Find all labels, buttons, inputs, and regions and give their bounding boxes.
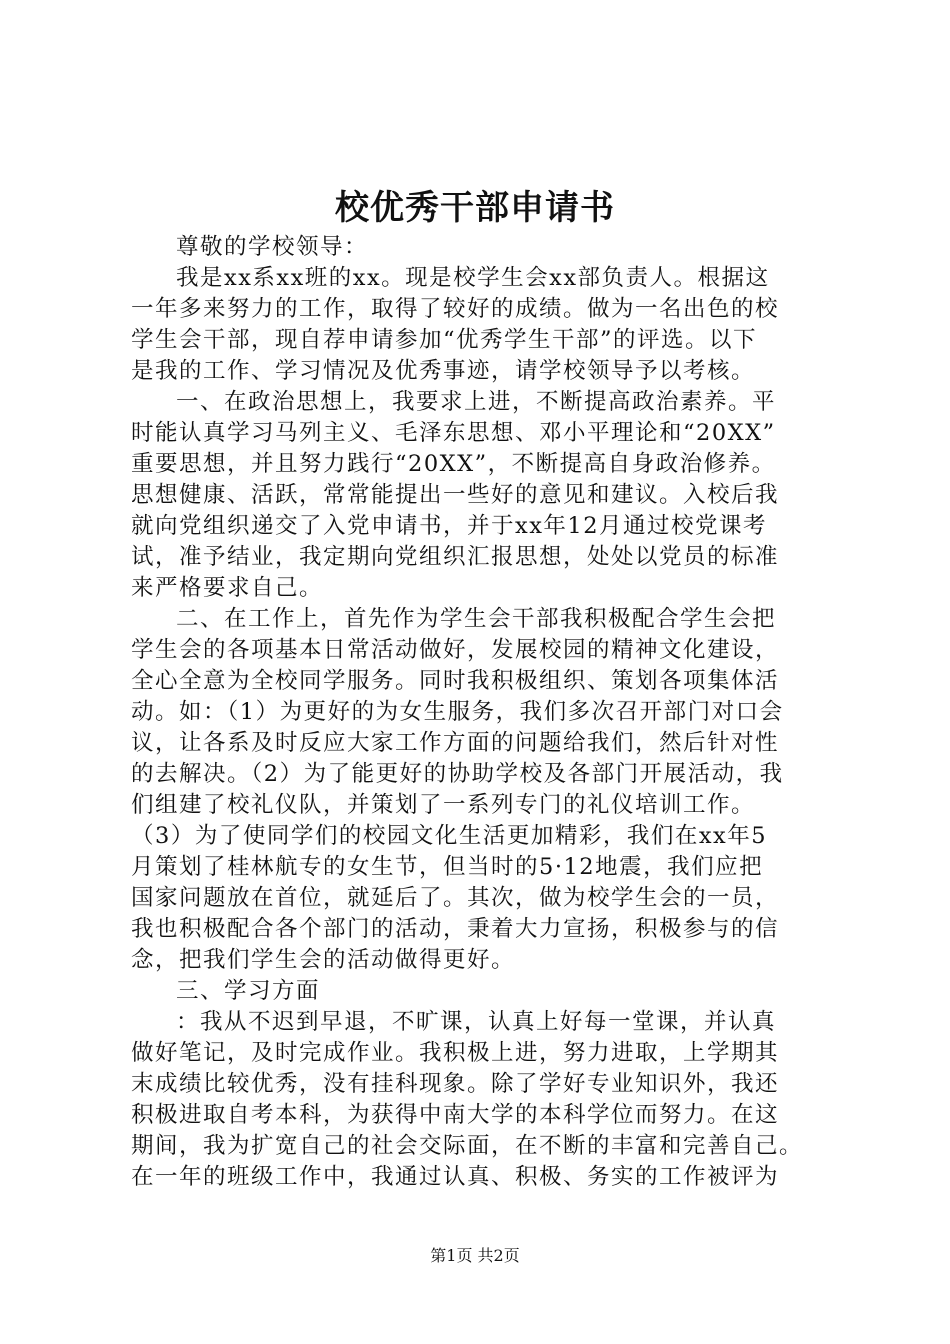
document-title: 校优秀干部申请书 [335, 188, 615, 228]
salutation-line: 尊敬的学校领导： [176, 234, 369, 260]
paragraph-line: 们组建了校礼仪队，并策划了一系列专门的礼仪培训工作。 [131, 792, 756, 818]
document-body [131, 232, 831, 1193]
paragraph-line: 来严格要求自己。 [131, 575, 324, 601]
paragraph-line: 是我的工作、学习情况及优秀事迹，请学校领导予以考核。 [131, 358, 756, 384]
section-heading-line: 三、学习方面 [176, 978, 321, 1004]
paragraph-line: 重要思想，并且努力践行“20XX”，不断提高自身政治修养。 [131, 451, 776, 477]
paragraph-line: 末成绩比较优秀，没有挂科现象。除了学好专业知识外，我还 [131, 1071, 780, 1097]
paragraph-line: 试，准予结业，我定期向党组织汇报思想，处处以党员的标准 [131, 544, 780, 570]
paragraph-line: 我也积极配合各个部门的活动，秉着大力宣扬，积极参与的信 [131, 916, 780, 942]
page-footer: 第1页 共2页 [430, 1246, 520, 1265]
paragraph-line: （3）为了使同学们的校园文化生活更加精彩，我们在xx年5 [131, 823, 768, 849]
paragraph-line: 一年多来努力的工作，取得了较好的成绩。做为一名出色的校 [131, 296, 780, 322]
paragraph-line: 议，让各系及时反应大家工作方面的问题给我们，然后针对性 [131, 730, 780, 756]
paragraph-line: ：我从不迟到早退，不旷课，认真上好每一堂课，并认真 [176, 1009, 777, 1035]
paragraph-line: 期间，我为扩宽自己的社会交际面，在不断的丰富和完善自己。 [131, 1133, 804, 1159]
paragraph-line: 思想健康、活跃，常常能提出一些好的意见和建议。入校后我 [131, 482, 780, 508]
paragraph-line: 念，把我们学生会的活动做得更好。 [131, 947, 516, 973]
paragraph-line: 学生会的各项基本日常活动做好，发展校园的精神文化建设， [131, 637, 780, 663]
paragraph-line: 时能认真学习马列主义、毛泽东思想、邓小平理论和“20XX” [131, 420, 776, 446]
paragraph-line: 学生会干部，现自荐申请参加“优秀学生干部”的评选。以下 [131, 327, 758, 353]
paragraph-line: 月策划了桂林航专的女生节，但当时的5·12地震，我们应把 [131, 854, 764, 880]
paragraph-line: 一、在政治思想上，我要求上进，不断提高政治素养。平 [176, 389, 777, 415]
paragraph-line: 积极进取自考本科，为获得中南大学的本科学位而努力。在这 [131, 1102, 780, 1128]
paragraph-line: 就向党组织递交了入党申请书，并于xx年12月通过校党课考 [131, 513, 768, 539]
paragraph-line: 全心全意为全校同学服务。同时我积极组织、策划各项集体活 [131, 668, 780, 694]
paragraph-line: 我是xx系xx班的xx。现是校学生会xx部负责人。根据这 [176, 265, 770, 291]
paragraph-line: 的去解决。（2）为了能更好的协助学校及各部门开展活动，我 [131, 761, 784, 787]
paragraph-line: 在一年的班级工作中，我通过认真、积极、务实的工作被评为 [131, 1164, 780, 1190]
paragraph-line: 做好笔记，及时完成作业。我积极上进，努力进取，上学期其 [131, 1040, 780, 1066]
paragraph-line: 国家问题放在首位，就延后了。其次，做为校学生会的一员， [131, 885, 780, 911]
paragraph-line: 动。如：（1）为更好的为女生服务，我们多次召开部门对口会 [131, 699, 784, 725]
paragraph-line: 二、在工作上，首先作为学生会干部我积极配合学生会把 [176, 606, 777, 632]
